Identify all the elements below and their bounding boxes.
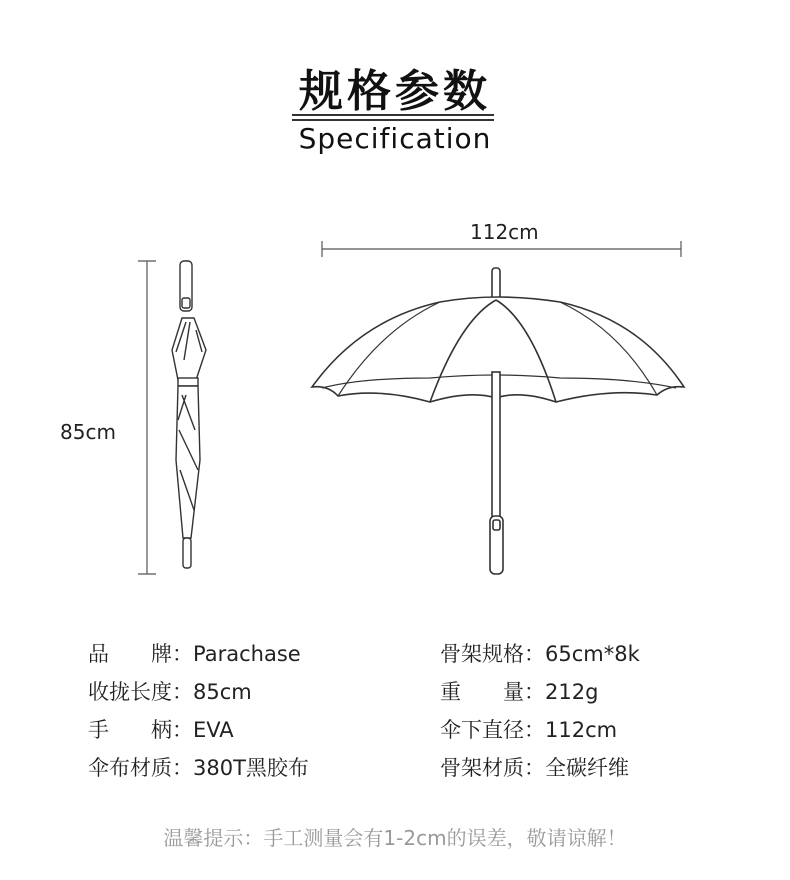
measurement-tip: 温馨提示：手工测量会有1-2cm的误差，敬请谅解！ bbox=[163, 826, 627, 850]
spec-weight: 重 量：212g bbox=[440, 680, 599, 704]
open-umbrella-icon bbox=[312, 268, 684, 574]
page-subtitle: Specification bbox=[298, 122, 492, 155]
page-title: 规格参数 bbox=[299, 66, 491, 117]
spec-handle: 手 柄：EVA bbox=[88, 718, 234, 742]
closed-length-label: 85cm bbox=[60, 420, 116, 444]
spec-fabric: 伞布材质：380T黑胶布 bbox=[88, 756, 309, 780]
spec-closed-length: 收拢长度：85cm bbox=[88, 680, 252, 704]
spec-diameter: 伞下直径：112cm bbox=[440, 718, 618, 742]
height-dimension-line bbox=[138, 261, 156, 574]
spec-frame-size: 骨架规格：65cm*8k bbox=[440, 642, 640, 666]
closed-umbrella-icon bbox=[172, 261, 206, 568]
spec-brand: 品 牌：Parachase bbox=[88, 642, 301, 666]
open-width-label: 112cm bbox=[470, 220, 539, 244]
spec-frame-material: 骨架材质：全碳纤维 bbox=[440, 756, 629, 780]
width-dimension-line bbox=[322, 241, 681, 257]
